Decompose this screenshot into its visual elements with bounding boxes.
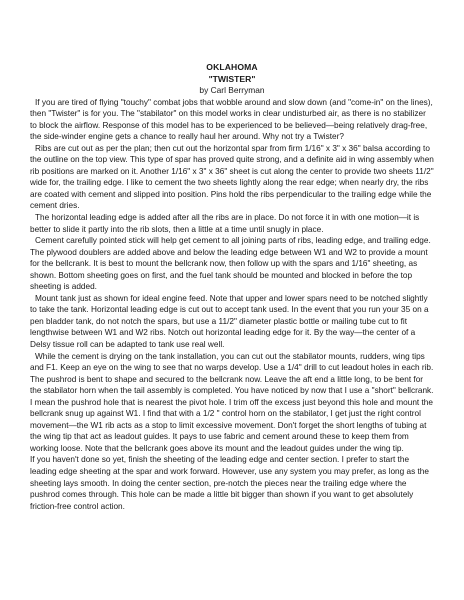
article-body (30, 97, 434, 513)
paragraph-6: While the cement is drying on the tank installation, you can cut out the stabilator mounts, rudders, wing tips and F1. Keep an eye on the wing to see that no warps develop. Use a 1/4" drill to cut leadout holes in each rib. The pushrod is bent to shape and secured to the bellcrank now. Leave the aft end a little long, to be bent for the stabilator horn when the tail assembly is completed. You have noticed by now that I use a "short" bellcrank. I mean the pushrod hole that is nearest the pivot hole. I trim off the excess just beyond this hole and mount the bellcrank snug up against W1. I find that with a 1/2 " control horn on the stabilator, I get just the right control movement—the W1 rib acts as a stop to limit excessive movement. Don't forget the short lengths of tubing at the wing tip that act as leadout guides. It pays to use fabric and cement around these to keep them from working loose. Note that the bellcrank goes above its mount and the leadout guides under the wing tip. (30, 351, 434, 453)
paragraph-7: If you haven't done so yet, finish the sheeting of the leading edge and center section. I prefer to start the leading edge sheeting at the spar and work forward. However, use any system you may prefer, as long as the sheeting lays smooth. In doing the center section, pre-notch the pieces near the trailing edge where the pushrod comes through. This hole can be made a little bit bigger than shown if you want to get absolutely friction-free control action. (30, 455, 429, 511)
paragraph-2: Ribs are cut out as per the plan; then cut out the horizontal spar from firm 1/16" x 3" x 36" balsa according to the outline on the top view. This type of spar has proved quite strong, and a definite aid in wing assembly when rib positions are marked on it. Another 1/16" x 3" x 36" sheet is cut along the center to provide two sheets 11/2" wide for, the trailing edge. I like to cement the two sheets lightly along the rear edge; when nearly dry, the ribs are coated with cement and slipped into position. Pins hold the ribs perpendicular to the trailing edge while the cement dries. (30, 143, 434, 211)
article-title: OKLAHOMA (206, 62, 258, 72)
article-header (30, 62, 434, 97)
paragraph-3: The horizontal leading edge is added after all the ribs are in place. Do not force it in with one motion—it is better to slide it partly into the rib slots, then a little at a time until snugly in place. (30, 212, 420, 234)
article-byline: by Carl Berryman (199, 85, 265, 95)
paragraph-5: Mount tank just as shown for ideal engine feed. Note that upper and lower spars need to be notched slightly to take the tank. Horizontal leading edge is cut out to accept tank used. In the event that you run your 35 on a pen bladder tank, do not notch the spars, but use a 11/2" diameter plastic bottle or mailing tube cut to fit lengthwise between W1 and W2 ribs. Notch out horizontal leading edge for it. By the way—the center of a Delsy tissue roll can be adapted to tank use real well. (30, 293, 429, 349)
paragraph-4: Cement carefully pointed stick will help get cement to all joining parts of ribs, leading edge, and trailing edge. The plywood doublers are added above and below the leading edge between W1 and W2 to provide a mount for the bellcrank. It is best to mount the bellcrank now, then follow up with the spars and 1/16" sheeting, as shown. Bottom sheeting goes on first, and the fuel tank should be mounted and blocked in before the top sheeting is added. (30, 236, 431, 292)
paragraph-1: If you are tired of flying "touchy" combat jobs that wobble around and slow down (and "come-in" on the lines), then "Twister" is for you. The "stabilator" on this model works in clear undisturbed air, as there is no stabilizer to block the airflow. Response of this model has to be experienced to be believed—being relatively drag-free, the side-winder engine gets a chance to really haul her around. Why not try a Twister? (30, 97, 433, 142)
article-subtitle: "TWISTER" (208, 73, 256, 84)
